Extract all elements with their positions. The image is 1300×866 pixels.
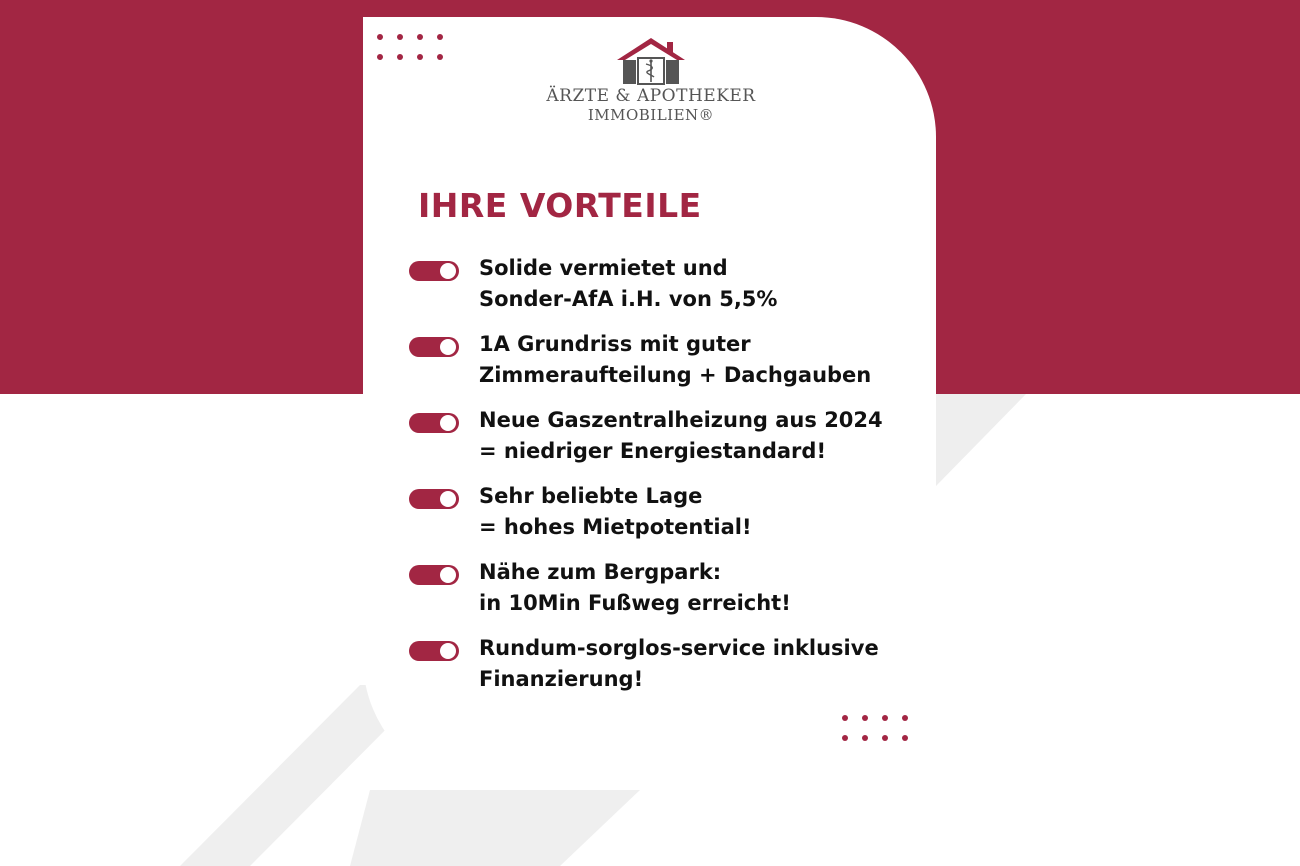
benefit-text <box>479 253 919 315</box>
benefit-item <box>409 638 919 704</box>
benefit-line1: Sehr beliebte Lage <box>479 484 703 508</box>
toggle-on-icon <box>409 565 459 585</box>
benefit-item <box>409 410 919 476</box>
benefit-text <box>479 405 919 467</box>
decor-dots-top <box>377 34 447 66</box>
decor-dots-bottom <box>842 715 912 747</box>
benefit-line1: Rundum-sorglos-service inklusive <box>479 636 879 660</box>
logo-text-line1: ÄRZTE & APOTHEKER <box>546 86 756 106</box>
toggle-on-icon <box>409 413 459 433</box>
benefit-item <box>409 486 919 552</box>
benefit-line1: Nähe zum Bergpark: <box>479 560 722 584</box>
benefit-item <box>409 258 919 324</box>
benefit-text <box>479 633 919 695</box>
benefit-line2: = niedriger Energiestandard! <box>479 439 827 463</box>
benefit-line2: Sonder-AfA i.H. von 5,5% <box>479 287 778 311</box>
benefit-line2: Finanzierung! <box>479 667 644 691</box>
benefit-text <box>479 481 919 543</box>
benefit-text <box>479 557 919 619</box>
benefit-item <box>409 562 919 628</box>
house-with-caduceus-icon <box>615 36 687 86</box>
toggle-on-icon <box>409 261 459 281</box>
benefit-line2: in 10Min Fußweg erreicht! <box>479 591 791 615</box>
benefit-line2: = hohes Mietpotential! <box>479 515 752 539</box>
benefit-line1: Neue Gaszentralheizung aus 2024 <box>479 408 883 432</box>
toggle-on-icon <box>409 641 459 661</box>
benefit-line2: Zimmeraufteilung + Dachgauben <box>479 363 872 387</box>
benefit-item <box>409 334 919 400</box>
benefit-line1: Solide vermietet und <box>479 256 728 280</box>
company-logo <box>540 36 762 124</box>
toggle-on-icon <box>409 489 459 509</box>
benefit-text <box>479 329 919 391</box>
section-heading: IHRE VORTEILE <box>418 186 702 225</box>
toggle-on-icon <box>409 337 459 357</box>
logo-text-line2: IMMOBILIEN® <box>587 106 715 124</box>
benefit-line1: 1A Grundriss mit guter <box>479 332 751 356</box>
